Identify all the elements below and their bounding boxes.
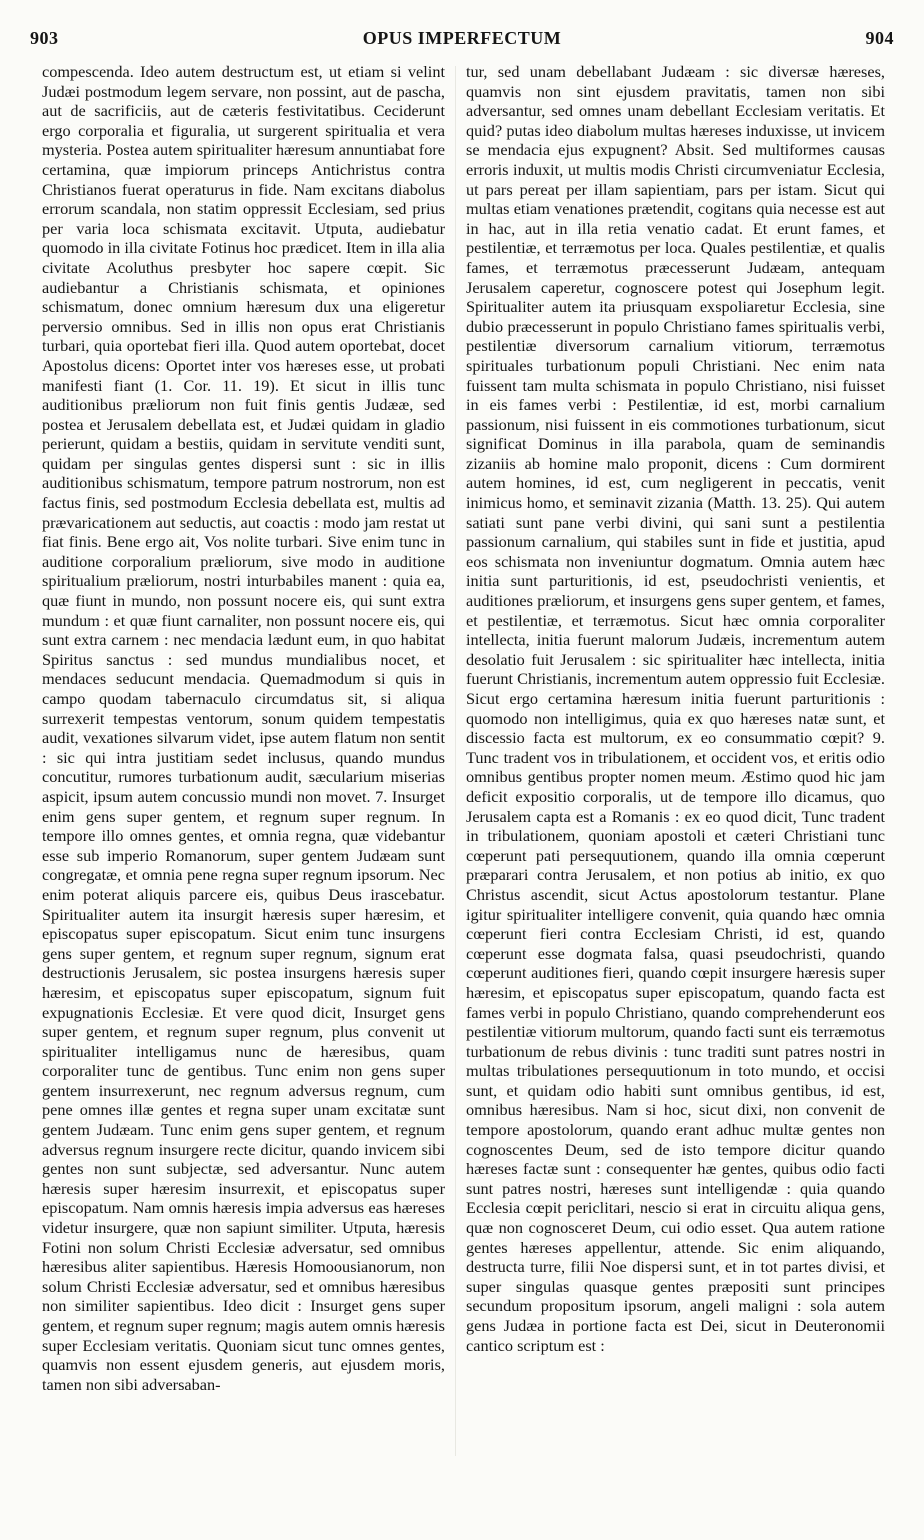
left-column <box>42 62 445 1394</box>
right-column-text: tur, sed unam debellabant Judæam : sic diversæ hæreses, quamvis non sint ejusdem pravitatis, tamen non sibi adversantur, sed omnes unam debellant Ecclesiam veritatis. Et quid? putas ideo diabolum multas hæreses induxisse, ut invicem se mendacia ejus expugnent? Absit. Sed multiformes causas erroris induxit, ut multis modis Christi circumveniatur Ecclesia, ut pars pereat per illam sapientiam, pars per istam. Sicut qui multas etiam venationes prætendit, cogitans quia necesse est aut in hac, aut in illa retia venatio cadat. Et erunt fames, et pestilentiæ, et terræmotus per loca. Quales pestilentiæ, et qualis fames, et terræmotus præcesserunt Judæam, antequam Jerusalem caperetur, cognoscere potest qui Josephum legit. Spiritualiter autem ita priusquam exspoliaretur Ecclesia, sine dubio præcesserunt in populo Christiano fames spiritualis verbi, pestilentiæ diversorum carnalium vitiorum, terræmotus spirituales turbationum populi Christiani. Nec enim nata fuissent tam multa schismata in populo Christiano, nisi fuisset in eis fames verbi : Pestilentiæ, id est, morbi carnalium passionum, nisi fuissent in eis commotiones turbationum, sicut significat Dominus in illa parabola, quam de seminandis zizaniis ab homine malo proponit, dicens : Cum dormirent autem homines, id est, cum negligerent in peccatis, venit inimicus homo, et seminavit zizania (Matth. 13. 25). Qui autem satiati sunt pane verbi divini, qui sani sunt a pestilentia passionum carnalium, qui stabiles sunt in fide et justitia, apud eos schismata non inveniuntur dogmatum. Omnia autem hæc initia sunt parturitionis, id est, pseudochristi venientis, et auditiones præliorum, et insurgens gens super gentem, et fames, et pestilentiæ, et terræmotus. Sicut hæc omnia corporaliter intellecta, initia fuerunt malorum Judæis, incrementum autem desolatio fuit Jerusalem : sic spiritualiter hæc intellecta, initia fuerunt Christianis, incrementum autem oppressio fuit Ecclesiæ. Sicut ergo certamina hæresum initia fuerunt parturitionis : quomodo non intelligimus, quia ex quo hæreses natæ sunt, et discessio facta est multorum, ex eo consummatio cœpit? 9. Tunc tradent vos in tribulationem, et occident vos, et eritis odio omnibus gentibus propter nomen meum. Æstimo quod hic jam deficit expositio corporalis, ut de tempore illo dicamus, quo Jerusalem capta est a Romanis : ex eo quod dicit, Tunc tradent in tribulationem, quoniam apostoli et cæteri Christiani tunc cœperunt pati persequutionem, quando illa omnia cœperunt præparari contra Jerusalem, et non potius ab initio, ex quo Christus ascendit, sicut Actus apostolorum testantur. Plane igitur spiritualiter intelligere convenit, quia quando hæc omnia cœperunt fieri contra Ecclesiam Christi, id est, quando cœperunt esse dogmata falsa, quasi pseudochristi, quando cœperunt auditiones fieri, quando cœpit insurgere hæresis super hæresim, et episcopatus super episcopatum, quando facta est fames verbi in populo Christiano, quando comprehenderunt eos pestilentiæ vitiorum multorum, quando facti sunt eis terræmotus turbationum de rebus divinis : tunc traditi sunt patres nostri in multas tribulationes persequutionum in toto mundo, et occisi sunt, et quidam odio habiti sunt omnibus gentibus, id est, omnibus hæresibus. Nam si hoc, sicut dixi, non convenit de tempore apostolorum, quando erant adhuc multæ gentes non cognoscentes Deum, sed de isto tempore dicitur quando hæreses factæ sunt : consequenter hæ gentes, quibus odio facti sunt patres nostri, hæreses sunt intelligendæ : quia quando Ecclesia cœpit periclitari, nescio si erat in circuitu aliqua gens, quæ non cognosceret Deum, cui odio esset. Qua autem ratione gentes hæreses appellentur, attende. Sic enim aliquando, destructa turre, filii Noe dispersi sunt, et in tot partes divisi, et super singulas quasque gentes præpositi sunt principes secundum propositum ipsorum, angeli maligni : sola autem gens Judæa in portione facta est Dei, sicut in Deuteronomii cantico scriptum est : <box>466 62 885 1355</box>
column-divider <box>455 66 456 1456</box>
right-page-number: 904 <box>865 28 894 48</box>
page-header <box>30 28 894 54</box>
left-column-text: compescenda. Ideo autem destructum est, ut etiam si velint Judæi postmodum legem servare, non possint, aut de pascha, aut de sacrificiis, aut de cæteris festivitatibus. Ceciderunt ergo corporalia et figuralia, ut surgerent spiritualia et vera mysteria. Postea autem spiritualiter hæresum annuntiabat fore certamina, quæ impiorum princeps Antichristus contra Christianos fuerat operaturus in fide. Nam excitans diabolus errorum scandala, non statim oppressit Ecclesiam, sed prius per varia loca schismata excitavit. Utputa, audiebatur quomodo in illa civitate Fotinus hoc prædicet. Item in illa alia civitate Acoluthus presbyter hoc sapere cœpit. Sic audiebantur a Christianis schismata, et opiniones schismatum, donec omnium hæresum dux una eligeretur perversio omnibus. Sed in illis non opus erat Christianis turbari, quia oportebat fieri illa. Quod autem oportebat, docet Apostolus dicens: Oportet inter vos hæreses esse, ut probati manifesti fiant (1. Cor. 11. 19). Et sicut in illis tunc auditionibus præliorum non fuit finis gentis Judææ, sed postea et Jerusalem debellata est, et Judæi quidam in gladio perierunt, quidam a bestiis, quidam in servitute venditi sunt, quidam per singulas gentes dispersi sunt : sic in illis auditionibus schismatum, tempore patrum nostrorum, non est factus finis, sed postmodum Ecclesia debellata est, multis ad prævaricationem aut seductis, aut coactis : modo jam restat ut fiat finis. Bene ergo ait, Vos nolite turbari. Sive enim tunc in auditione corporalium præliorum, sive modo in auditione spiritualium præliorum, nostri inturbabiles manent : quia ea, quæ fiunt in mundo, non possunt nocere eis, qui sunt extra mundum : et quæ fiunt carnaliter, non possunt nocere eis, qui sunt extra carnem : nec mendacia lædunt eum, in quo habitat Spiritus sanctus : sed mundus mundialibus nocet, et mendaces seducunt mendacia. Quemadmodum si quis in campo quodam tabernaculo circumdatus sit, si aliqua surrexerit tempestas ventorum, sonum quidem tempestatis audit, vexationes silvarum videt, ipse autem flatum non sentit : sic qui intra justitiam sedet inclusus, quando mundus concutitur, rumores turbationum audit, sæcularium miserias aspicit, ipsum autem concussio mundi non movet. 7. Insurget enim gens super gentem, et regnum super regnum. In tempore illo omnes gentes, et omnia regna, quæ videbantur esse sub imperio Romanorum, super gentem Judæam sunt congregatæ, et omnia pene regna super regnum ipsorum. Nec enim poterat aliquis parcere eis, quibus Deus irascebatur. Spiritualiter autem ita insurgit hæresis super hæresim, et episcopatus super episcopatum. Sicut enim tunc insurgens gens super gentem, et regnum super regnum, signum erat destructionis Jerusalem, sic postea insurgens hæresis super hæresim, et episcopatus super episcopatum, signum fuit expugnationis Ecclesiæ. Et vere quod dicit, Insurget gens super gentem, et regnum super regnum, plus convenit ut spiritualiter intelligamus nunc de hæresibus, quam corporaliter tunc de gentibus. Tunc enim non gens super gentem insurrexerunt, nec regnum adversus regnum, cum pene omnes illæ gentes et regna super unam excitatæ sunt gentem Judæam. Tunc enim gens super gentem, et regnum adversus regnum insurgere recte dicitur, quando invicem sibi gentes non sunt subjectæ, sed adversantur. Nunc autem hæresis super hæresim insurrexit, et episcopatus super episcopatum. Nam omnis hæresis impia adversus eas hæreses videtur insurgere, quæ non sapiunt similiter. Utputa, hæresis Fotini non solum Christi Ecclesiæ adversatur, sed omnibus hæresibus aliter sapientibus. Hæresis Homoousianorum, non solum Christi Ecclesiæ adversatur, sed et omnibus hæresibus non similiter sapientibus. Ideo dicit : Insurget gens super gentem, et regnum super regnum; magis autem omnis hæresis super Ecclesiam veritatis. Quoniam sicut tunc omnes gentes, quamvis non essent ejusdem generis, aut ejusdem moris, tamen non sibi adversaban- <box>42 62 445 1394</box>
right-column <box>466 62 885 1355</box>
running-title: OPUS IMPERFECTUM <box>362 28 562 48</box>
left-page-number: 903 <box>30 28 59 48</box>
